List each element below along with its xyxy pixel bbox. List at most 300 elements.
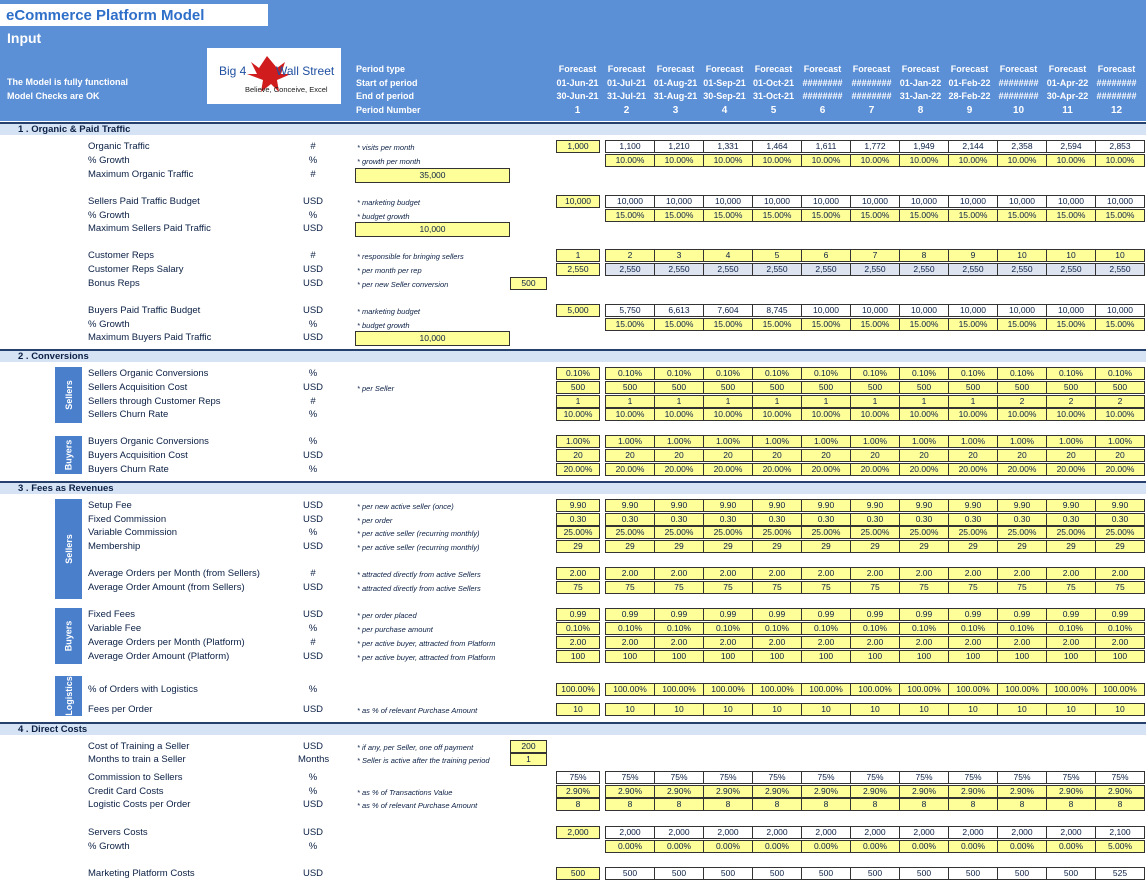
table-cell[interactable]: 100.00%	[850, 683, 900, 696]
table-cell[interactable]: 0.10%	[948, 367, 998, 380]
table-cell[interactable]: 10	[850, 703, 900, 716]
table-cell[interactable]: 1,000	[556, 140, 600, 153]
table-cell[interactable]: 29	[556, 540, 600, 553]
table-cell[interactable]: 1	[703, 395, 753, 408]
table-cell[interactable]: 100	[997, 650, 1047, 663]
table-cell[interactable]: 20.00%	[997, 463, 1047, 476]
table-cell[interactable]: 2,550	[801, 263, 851, 276]
table-cell[interactable]: 10.00%	[1046, 408, 1096, 421]
table-cell[interactable]: 10	[752, 703, 802, 716]
table-cell[interactable]: 2.90%	[850, 785, 900, 798]
table-cell[interactable]: 9.90	[948, 499, 998, 512]
table-cell[interactable]: 10,000	[556, 195, 600, 208]
table-cell[interactable]: 2,000	[801, 826, 851, 839]
table-cell[interactable]: 100.00%	[997, 683, 1047, 696]
table-cell[interactable]: 2.00	[997, 567, 1047, 580]
table-cell[interactable]: 2,000	[654, 826, 704, 839]
table-cell[interactable]: 2,550	[556, 263, 600, 276]
table-cell[interactable]: 9.90	[703, 499, 753, 512]
table-cell[interactable]: 10,000	[1046, 195, 1096, 208]
table-cell[interactable]: 75	[703, 581, 753, 594]
table-cell[interactable]: 1.00%	[752, 435, 802, 448]
table-cell[interactable]: 2,550	[948, 263, 998, 276]
table-cell[interactable]: 2,550	[605, 263, 655, 276]
table-cell[interactable]: 2.00	[801, 567, 851, 580]
table-cell[interactable]: 0.10%	[556, 367, 600, 380]
single-input-cell[interactable]: 500	[510, 277, 547, 290]
table-cell[interactable]: 75%	[703, 771, 753, 784]
table-cell[interactable]: 1	[801, 395, 851, 408]
table-cell[interactable]: 75%	[850, 771, 900, 784]
table-cell[interactable]: 0.10%	[948, 622, 998, 635]
table-cell[interactable]: 0.10%	[899, 367, 949, 380]
table-cell[interactable]: 29	[1095, 540, 1145, 553]
table-cell[interactable]: 25.00%	[556, 526, 600, 539]
table-cell[interactable]: 2.90%	[654, 785, 704, 798]
single-input-cell[interactable]: 35,000	[355, 168, 510, 183]
table-cell[interactable]: 100.00%	[605, 683, 655, 696]
table-cell[interactable]: 8	[556, 798, 600, 811]
table-cell[interactable]: 10,000	[1046, 304, 1096, 317]
table-cell[interactable]: 2,358	[997, 140, 1047, 153]
table-cell[interactable]: 2.00	[654, 636, 704, 649]
table-cell[interactable]: 25.00%	[703, 526, 753, 539]
table-cell[interactable]: 75	[654, 581, 704, 594]
table-cell[interactable]: 500	[899, 381, 949, 394]
table-cell[interactable]: 500	[899, 867, 949, 880]
table-cell[interactable]: 10.00%	[850, 154, 900, 167]
table-cell[interactable]: 100	[752, 650, 802, 663]
table-cell[interactable]: 0.10%	[1095, 622, 1145, 635]
table-cell[interactable]: 5,750	[605, 304, 655, 317]
table-cell[interactable]: 10	[801, 703, 851, 716]
table-cell[interactable]: 100.00%	[1095, 683, 1145, 696]
table-cell[interactable]: 1,949	[899, 140, 949, 153]
table-cell[interactable]: 500	[654, 867, 704, 880]
table-cell[interactable]: 10,000	[1095, 195, 1145, 208]
table-cell[interactable]: 10,000	[948, 304, 998, 317]
table-cell[interactable]: 0.30	[654, 513, 704, 526]
table-cell[interactable]: 2.00	[801, 636, 851, 649]
table-cell[interactable]: 8	[1095, 798, 1145, 811]
table-cell[interactable]: 1,772	[850, 140, 900, 153]
table-cell[interactable]: 15.00%	[948, 318, 998, 331]
table-cell[interactable]: 2.90%	[556, 785, 600, 798]
table-cell[interactable]: 500	[556, 867, 600, 880]
table-cell[interactable]: 9.90	[556, 499, 600, 512]
table-cell[interactable]: 0.30	[801, 513, 851, 526]
table-cell[interactable]: 0.30	[899, 513, 949, 526]
table-cell[interactable]: 2,000	[948, 826, 998, 839]
table-cell[interactable]: 3	[654, 249, 704, 262]
table-cell[interactable]: 29	[801, 540, 851, 553]
table-cell[interactable]: 20	[605, 449, 655, 462]
table-cell[interactable]: 10.00%	[801, 408, 851, 421]
table-cell[interactable]: 2	[605, 249, 655, 262]
table-cell[interactable]: 0.00%	[605, 840, 655, 853]
table-cell[interactable]: 2.00	[654, 567, 704, 580]
table-cell[interactable]: 15.00%	[752, 318, 802, 331]
table-cell[interactable]: 8	[899, 249, 949, 262]
table-cell[interactable]: 75	[1095, 581, 1145, 594]
table-cell[interactable]: 25.00%	[1046, 526, 1096, 539]
table-cell[interactable]: 500	[850, 381, 900, 394]
table-cell[interactable]: 2.00	[899, 636, 949, 649]
table-cell[interactable]: 10,000	[1095, 304, 1145, 317]
table-cell[interactable]: 500	[752, 867, 802, 880]
table-cell[interactable]: 2,550	[899, 263, 949, 276]
table-cell[interactable]: 25.00%	[654, 526, 704, 539]
table-cell[interactable]: 2.00	[752, 636, 802, 649]
table-cell[interactable]: 0.10%	[752, 367, 802, 380]
table-cell[interactable]: 10,000	[899, 304, 949, 317]
table-cell[interactable]: 2	[1046, 395, 1096, 408]
table-cell[interactable]: 9.90	[654, 499, 704, 512]
table-cell[interactable]: 0.99	[752, 608, 802, 621]
table-cell[interactable]: 15.00%	[654, 209, 704, 222]
table-cell[interactable]: 25.00%	[899, 526, 949, 539]
table-cell[interactable]: 500	[1095, 381, 1145, 394]
table-cell[interactable]: 15.00%	[899, 209, 949, 222]
table-cell[interactable]: 29	[703, 540, 753, 553]
table-cell[interactable]: 29	[1046, 540, 1096, 553]
table-cell[interactable]: 8,745	[752, 304, 802, 317]
table-cell[interactable]: 0.99	[899, 608, 949, 621]
table-cell[interactable]: 20	[654, 449, 704, 462]
table-cell[interactable]: 8	[801, 798, 851, 811]
table-cell[interactable]: 20.00%	[899, 463, 949, 476]
table-cell[interactable]: 0.00%	[899, 840, 949, 853]
table-cell[interactable]: 75%	[605, 771, 655, 784]
table-cell[interactable]: 15.00%	[850, 209, 900, 222]
table-cell[interactable]: 75%	[899, 771, 949, 784]
table-cell[interactable]: 10.00%	[899, 154, 949, 167]
table-cell[interactable]: 10,000	[703, 195, 753, 208]
table-cell[interactable]: 1,331	[703, 140, 753, 153]
table-cell[interactable]: 15.00%	[997, 209, 1047, 222]
table-cell[interactable]: 2.00	[899, 567, 949, 580]
table-cell[interactable]: 15.00%	[1046, 318, 1096, 331]
table-cell[interactable]: 1.00%	[605, 435, 655, 448]
table-cell[interactable]: 2	[997, 395, 1047, 408]
table-cell[interactable]: 0.00%	[752, 840, 802, 853]
table-cell[interactable]: 75%	[801, 771, 851, 784]
table-cell[interactable]: 15.00%	[948, 209, 998, 222]
table-cell[interactable]: 10.00%	[654, 408, 704, 421]
table-cell[interactable]: 10.00%	[997, 154, 1047, 167]
table-cell[interactable]: 0.99	[948, 608, 998, 621]
table-cell[interactable]: 0.30	[948, 513, 998, 526]
table-cell[interactable]: 6	[801, 249, 851, 262]
table-cell[interactable]: 20.00%	[801, 463, 851, 476]
table-cell[interactable]: 2,550	[850, 263, 900, 276]
table-cell[interactable]: 20	[899, 449, 949, 462]
table-cell[interactable]: 1	[556, 249, 600, 262]
table-cell[interactable]: 500	[948, 867, 998, 880]
table-cell[interactable]: 0.30	[1095, 513, 1145, 526]
table-cell[interactable]: 2,000	[556, 826, 600, 839]
table-cell[interactable]: 20	[703, 449, 753, 462]
table-cell[interactable]	[556, 209, 600, 222]
table-cell[interactable]: 100	[556, 650, 600, 663]
table-cell[interactable]: 0.30	[1046, 513, 1096, 526]
table-cell[interactable]: 7,604	[703, 304, 753, 317]
table-cell[interactable]	[556, 840, 600, 853]
table-cell[interactable]: 2.90%	[752, 785, 802, 798]
table-cell[interactable]: 5.00%	[1095, 840, 1145, 853]
table-cell[interactable]: 500	[948, 381, 998, 394]
table-cell[interactable]: 10,000	[948, 195, 998, 208]
table-cell[interactable]: 75%	[1095, 771, 1145, 784]
table-cell[interactable]: 1.00%	[899, 435, 949, 448]
table-cell[interactable]: 20	[1046, 449, 1096, 462]
table-cell[interactable]: 2.00	[752, 567, 802, 580]
table-cell[interactable]: 10	[605, 703, 655, 716]
table-cell[interactable]: 100	[1046, 650, 1096, 663]
table-cell[interactable]: 9.90	[1046, 499, 1096, 512]
table-cell[interactable]: 29	[752, 540, 802, 553]
table-cell[interactable]: 75%	[1046, 771, 1096, 784]
table-cell[interactable]: 7	[850, 249, 900, 262]
table-cell[interactable]: 2.00	[1046, 567, 1096, 580]
table-cell[interactable]: 10	[899, 703, 949, 716]
table-cell[interactable]	[556, 318, 600, 331]
table-cell[interactable]: 500	[1046, 867, 1096, 880]
table-cell[interactable]: 500	[801, 381, 851, 394]
table-cell[interactable]: 10.00%	[948, 408, 998, 421]
table-cell[interactable]: 1	[850, 395, 900, 408]
table-cell[interactable]: 100.00%	[1046, 683, 1096, 696]
table-cell[interactable]: 8	[948, 798, 998, 811]
table-cell[interactable]: 10	[1046, 249, 1096, 262]
table-cell[interactable]: 5,000	[556, 304, 600, 317]
table-cell[interactable]: 500	[703, 867, 753, 880]
table-cell[interactable]: 2.00	[605, 636, 655, 649]
table-cell[interactable]: 2.90%	[948, 785, 998, 798]
table-cell[interactable]: 2,000	[605, 826, 655, 839]
table-cell[interactable]: 500	[605, 867, 655, 880]
table-cell[interactable]: 0.00%	[1046, 840, 1096, 853]
table-cell[interactable]: 10	[997, 703, 1047, 716]
table-cell[interactable]: 15.00%	[801, 318, 851, 331]
table-cell[interactable]: 1,611	[801, 140, 851, 153]
table-cell[interactable]: 0.99	[1046, 608, 1096, 621]
table-cell[interactable]: 10.00%	[948, 154, 998, 167]
table-cell[interactable]: 10	[654, 703, 704, 716]
table-cell[interactable]: 500	[605, 381, 655, 394]
table-cell[interactable]: 29	[654, 540, 704, 553]
table-cell[interactable]: 0.10%	[1046, 622, 1096, 635]
table-cell[interactable]: 100	[1095, 650, 1145, 663]
table-cell[interactable]: 1.00%	[948, 435, 998, 448]
table-cell[interactable]: 0.10%	[605, 367, 655, 380]
table-cell[interactable]: 29	[948, 540, 998, 553]
table-cell[interactable]: 2.90%	[1095, 785, 1145, 798]
table-cell[interactable]: 15.00%	[654, 318, 704, 331]
table-cell[interactable]: 20	[752, 449, 802, 462]
table-cell[interactable]: 10.00%	[752, 154, 802, 167]
table-cell[interactable]: 75%	[654, 771, 704, 784]
table-cell[interactable]: 1,464	[752, 140, 802, 153]
table-cell[interactable]: 10,000	[997, 195, 1047, 208]
table-cell[interactable]: 1,100	[605, 140, 655, 153]
table-cell[interactable]: 0.00%	[703, 840, 753, 853]
table-cell[interactable]: 0.99	[703, 608, 753, 621]
table-cell[interactable]: 10.00%	[703, 154, 753, 167]
table-cell[interactable]: 25.00%	[1095, 526, 1145, 539]
table-cell[interactable]: 1	[556, 395, 600, 408]
table-cell[interactable]: 10,000	[654, 195, 704, 208]
table-cell[interactable]: 100	[899, 650, 949, 663]
table-cell[interactable]: 20.00%	[654, 463, 704, 476]
table-cell[interactable]: 0.30	[850, 513, 900, 526]
single-input-cell[interactable]: 200	[510, 740, 547, 753]
table-cell[interactable]: 8	[850, 798, 900, 811]
table-cell[interactable]: 500	[997, 867, 1047, 880]
table-cell[interactable]: 1	[948, 395, 998, 408]
table-cell[interactable]: 0.10%	[605, 622, 655, 635]
table-cell[interactable]: 10.00%	[801, 154, 851, 167]
table-cell[interactable]: 0.30	[703, 513, 753, 526]
table-cell[interactable]: 29	[850, 540, 900, 553]
table-cell[interactable]: 100.00%	[703, 683, 753, 696]
table-cell[interactable]: 2.90%	[801, 785, 851, 798]
table-cell[interactable]: 29	[899, 540, 949, 553]
table-cell[interactable]: 5	[752, 249, 802, 262]
table-cell[interactable]: 15.00%	[605, 318, 655, 331]
table-cell[interactable]: 20.00%	[556, 463, 600, 476]
table-cell[interactable]: 20.00%	[1095, 463, 1145, 476]
table-cell[interactable]: 1.00%	[850, 435, 900, 448]
table-cell[interactable]: 8	[899, 798, 949, 811]
table-cell[interactable]: 10,000	[850, 304, 900, 317]
table-cell[interactable]: 75%	[948, 771, 998, 784]
table-cell[interactable]: 0.10%	[997, 622, 1047, 635]
table-cell[interactable]: 1.00%	[801, 435, 851, 448]
table-cell[interactable]: 20.00%	[1046, 463, 1096, 476]
table-cell[interactable]: 0.10%	[556, 622, 600, 635]
table-cell[interactable]: 10.00%	[703, 408, 753, 421]
table-cell[interactable]: 0.10%	[752, 622, 802, 635]
table-cell[interactable]: 25.00%	[752, 526, 802, 539]
table-cell[interactable]: 75	[997, 581, 1047, 594]
table-cell[interactable]: 20	[801, 449, 851, 462]
table-cell[interactable]: 9.90	[605, 499, 655, 512]
table-cell[interactable]: 15.00%	[850, 318, 900, 331]
table-cell[interactable]: 0.30	[556, 513, 600, 526]
table-cell[interactable]: 15.00%	[1046, 209, 1096, 222]
table-cell[interactable]: 0.10%	[899, 622, 949, 635]
table-cell[interactable]: 10	[556, 703, 600, 716]
table-cell[interactable]: 100.00%	[556, 683, 600, 696]
table-cell[interactable]: 0.10%	[1046, 367, 1096, 380]
table-cell[interactable]: 9	[948, 249, 998, 262]
table-cell[interactable]: 20.00%	[703, 463, 753, 476]
table-cell[interactable]: 1.00%	[1046, 435, 1096, 448]
table-cell[interactable]: 2,550	[997, 263, 1047, 276]
table-cell[interactable]: 10.00%	[605, 154, 655, 167]
table-cell[interactable]: 100	[948, 650, 998, 663]
table-cell[interactable]: 2.90%	[899, 785, 949, 798]
table-cell[interactable]: 10	[1095, 703, 1145, 716]
table-cell[interactable]: 75	[752, 581, 802, 594]
table-cell[interactable]: 0.10%	[850, 622, 900, 635]
table-cell[interactable]: 2.00	[556, 636, 600, 649]
table-cell[interactable]: 10	[948, 703, 998, 716]
table-cell[interactable]: 20.00%	[752, 463, 802, 476]
table-cell[interactable]: 9.90	[752, 499, 802, 512]
table-cell[interactable]: 0.10%	[997, 367, 1047, 380]
table-cell[interactable]: 100	[605, 650, 655, 663]
table-cell[interactable]: 25.00%	[605, 526, 655, 539]
single-input-cell[interactable]: 1	[510, 753, 547, 766]
table-cell[interactable]: 10,000	[850, 195, 900, 208]
table-cell[interactable]: 15.00%	[703, 209, 753, 222]
table-cell[interactable]: 0.10%	[703, 367, 753, 380]
table-cell[interactable]: 1.00%	[1095, 435, 1145, 448]
table-cell[interactable]: 10.00%	[1095, 154, 1145, 167]
table-cell[interactable]: 9.90	[850, 499, 900, 512]
table-cell[interactable]: 1.00%	[703, 435, 753, 448]
table-cell[interactable]: 100.00%	[752, 683, 802, 696]
table-cell[interactable]: 0.99	[654, 608, 704, 621]
table-cell[interactable]: 10	[997, 249, 1047, 262]
table-cell[interactable]: 2,000	[899, 826, 949, 839]
table-cell[interactable]: 1	[899, 395, 949, 408]
table-cell[interactable]: 10.00%	[899, 408, 949, 421]
table-cell[interactable]: 8	[997, 798, 1047, 811]
table-cell[interactable]: 0.99	[801, 608, 851, 621]
table-cell[interactable]: 75%	[556, 771, 600, 784]
table-cell[interactable]: 10	[1095, 249, 1145, 262]
table-cell[interactable]: 2,000	[752, 826, 802, 839]
table-cell[interactable]: 0.10%	[801, 622, 851, 635]
table-cell[interactable]: 15.00%	[1095, 209, 1145, 222]
table-cell[interactable]: 8	[605, 798, 655, 811]
table-cell[interactable]: 1	[752, 395, 802, 408]
table-cell[interactable]: 9.90	[1095, 499, 1145, 512]
table-cell[interactable]: 2,853	[1095, 140, 1145, 153]
table-cell[interactable]: 2.90%	[997, 785, 1047, 798]
table-cell[interactable]: 2.00	[1095, 636, 1145, 649]
table-cell[interactable]: 2,550	[752, 263, 802, 276]
table-cell[interactable]: 100.00%	[899, 683, 949, 696]
table-cell[interactable]: 10.00%	[752, 408, 802, 421]
table-cell[interactable]: 2.00	[556, 567, 600, 580]
table-cell[interactable]: 10	[703, 703, 753, 716]
table-cell[interactable]: 15.00%	[899, 318, 949, 331]
table-cell[interactable]: 2.00	[948, 636, 998, 649]
table-cell[interactable]: 20	[997, 449, 1047, 462]
table-cell[interactable]: 10.00%	[605, 408, 655, 421]
table-cell[interactable]: 20	[1095, 449, 1145, 462]
table-cell[interactable]: 2.00	[948, 567, 998, 580]
table-cell[interactable]: 2.90%	[1046, 785, 1096, 798]
table-cell[interactable]: 2,000	[997, 826, 1047, 839]
table-cell[interactable]: 1.00%	[654, 435, 704, 448]
table-cell[interactable]: 2,000	[703, 826, 753, 839]
table-cell[interactable]: 100	[850, 650, 900, 663]
table-cell[interactable]: 1,210	[654, 140, 704, 153]
table-cell[interactable]: 75	[556, 581, 600, 594]
table-cell[interactable]: 2.00	[703, 567, 753, 580]
table-cell[interactable]: 500	[1046, 381, 1096, 394]
table-cell[interactable]: 10.00%	[997, 408, 1047, 421]
table-cell[interactable]: 2,594	[1046, 140, 1096, 153]
table-cell[interactable]: 100.00%	[801, 683, 851, 696]
table-cell[interactable]: 0.99	[556, 608, 600, 621]
table-cell[interactable]: 8	[752, 798, 802, 811]
